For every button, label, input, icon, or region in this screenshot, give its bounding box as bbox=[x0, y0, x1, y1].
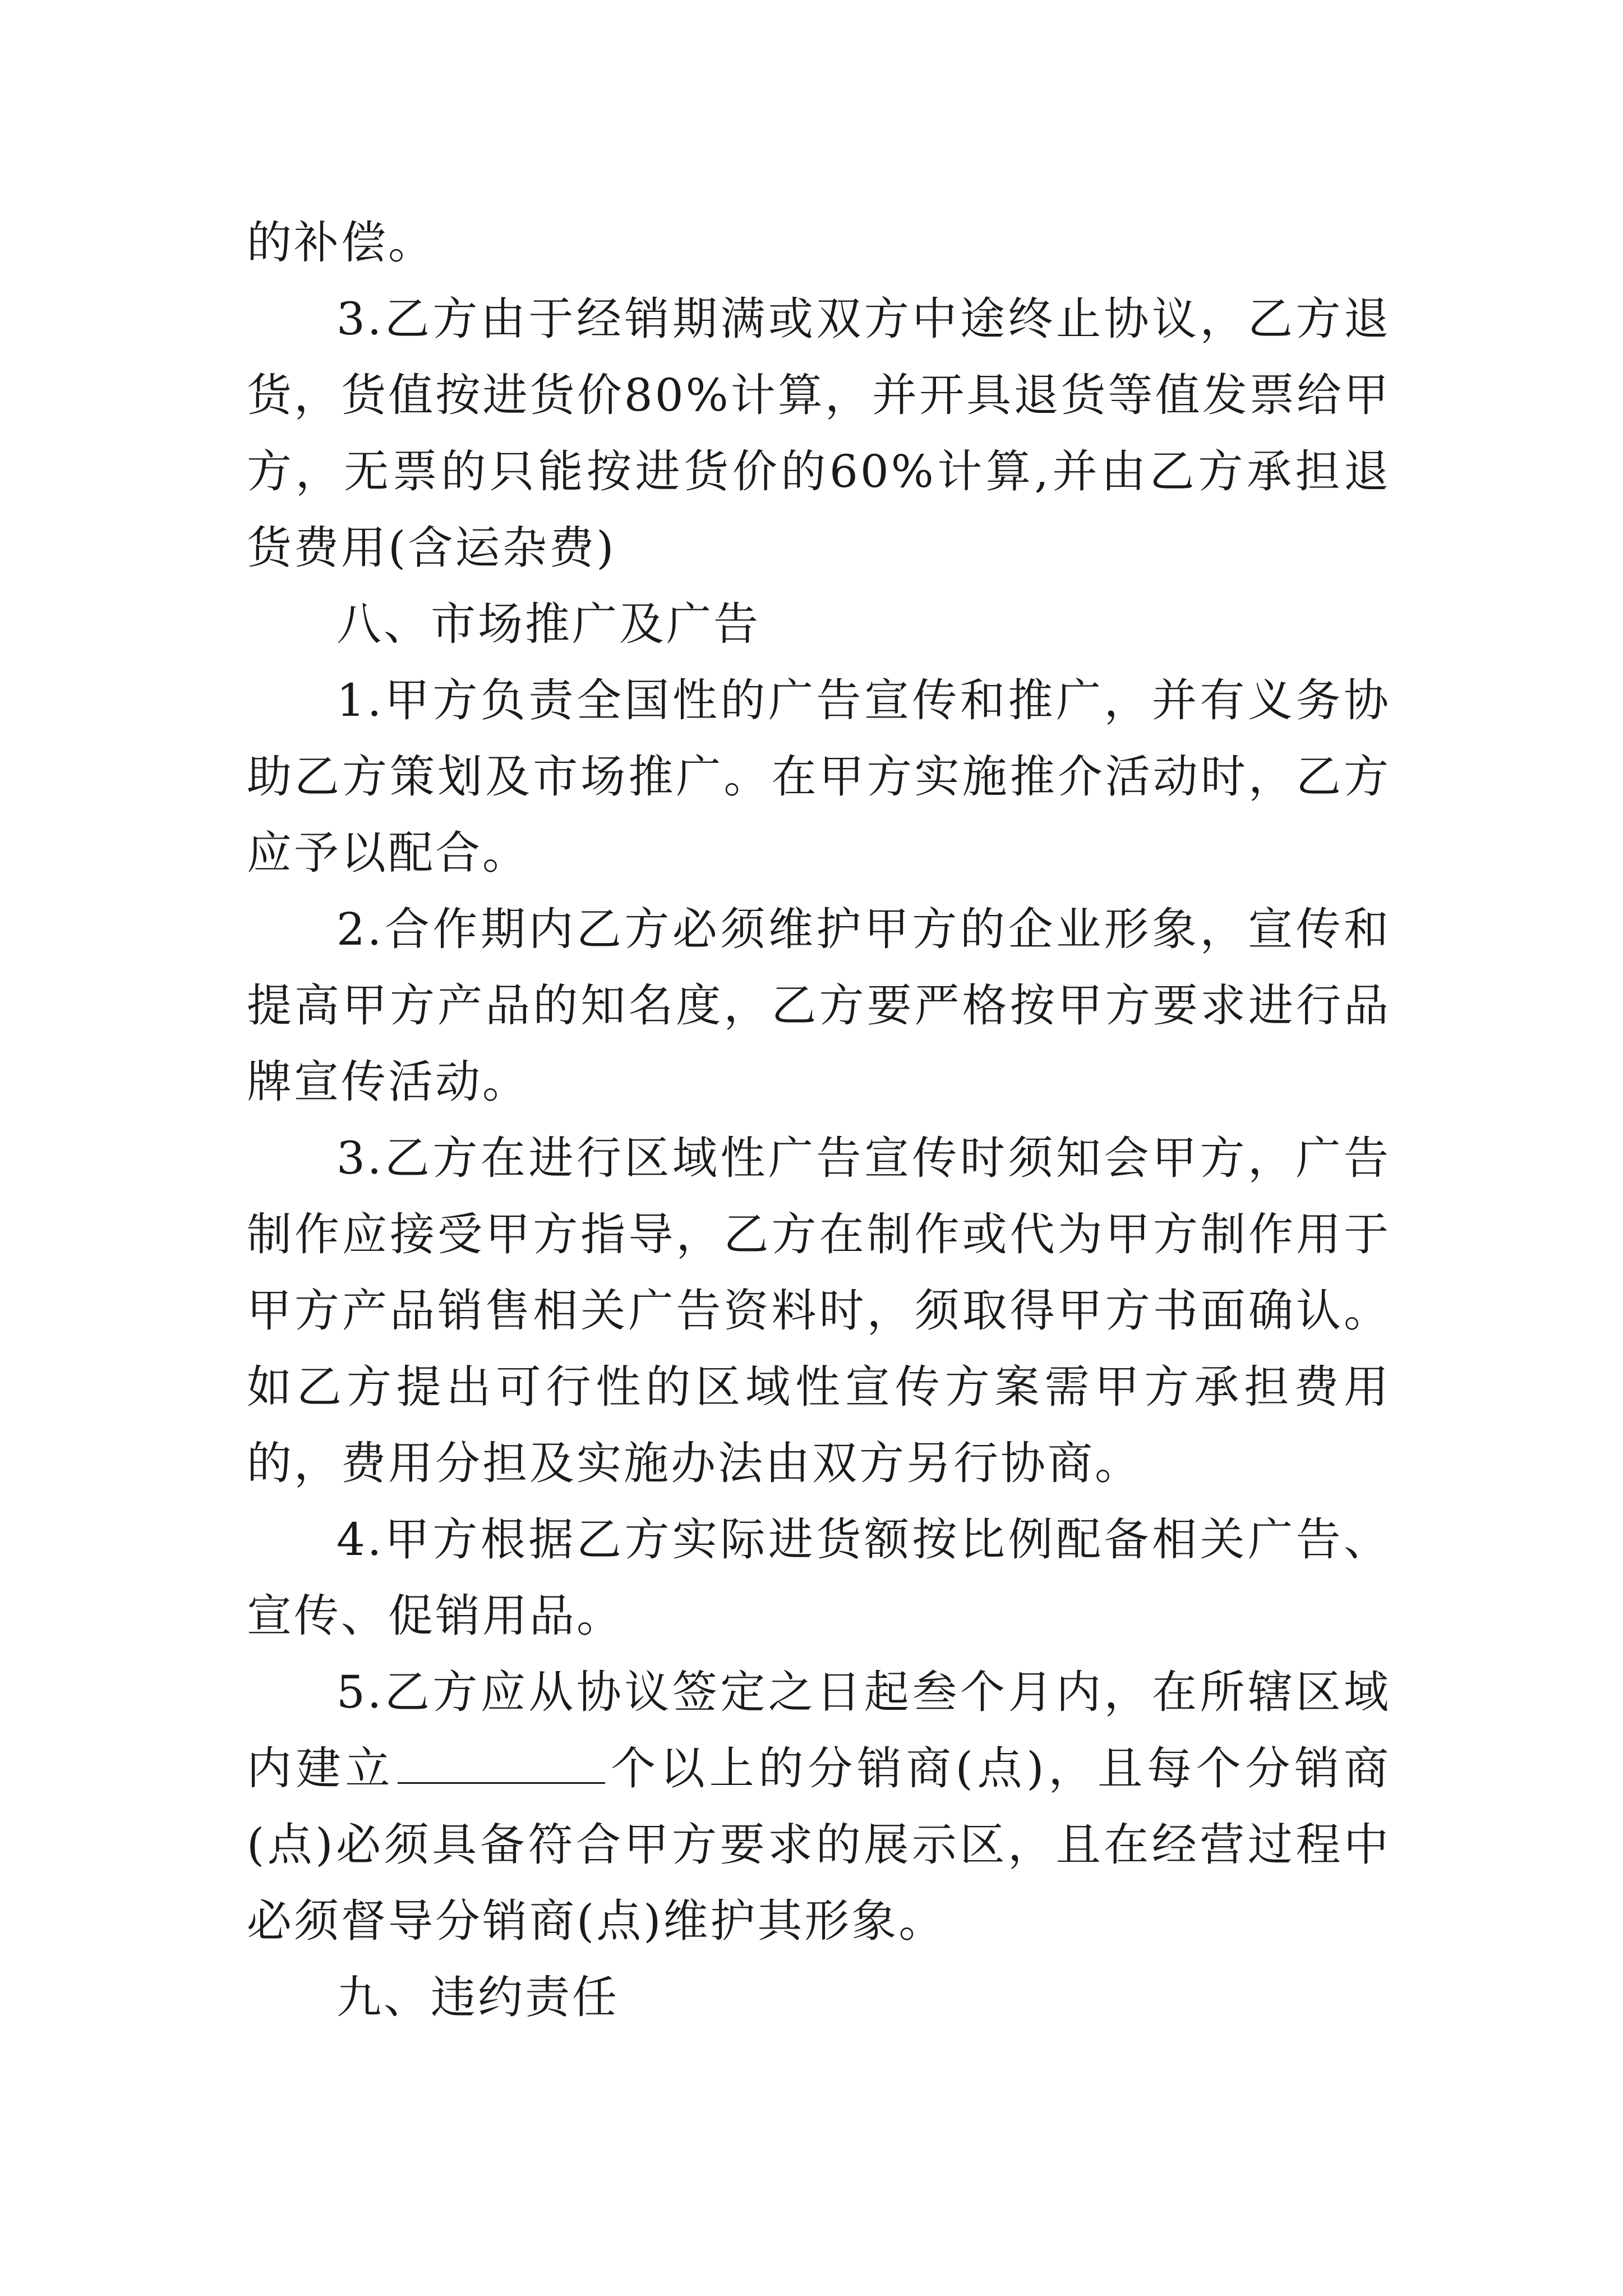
paragraph-distributor-network-part2: 个以上的分销商(点)，且每个分销商(点)必须具备符合甲方要求的展示区，且在经营过程中必须督导分销商(点)维护其形象。 bbox=[247, 1742, 1391, 1947]
fill-in-blank-field[interactable] bbox=[398, 1737, 605, 1784]
paragraph-regional-advertising: 3.乙方在进行区域性广告宣传时须知会甲方，广告制作应接受甲方指导，乙方在制作或代为甲方制作用于甲方产品销售相关广告资料时，须取得甲方书面确认。如乙方提出可行性的区域性宣传方案需甲方承担费用的，费用分担及实施办法由双方另行协商。 bbox=[247, 1132, 1391, 1489]
paragraph-corporate-image: 2.合作期内乙方必须维护甲方的企业形象，宣传和提高甲方产品的知名度，乙方要严格按甲方要求进行品牌宣传活动。 bbox=[247, 903, 1391, 1108]
document-body bbox=[247, 205, 1391, 2036]
paragraph-national-advertising: 1.甲方负责全国性的广告宣传和推广，并有义务协助乙方策划及市场推广。在甲方实施推介活动时，乙方应予以配合。 bbox=[247, 674, 1391, 879]
section-heading-liability: 九、违约责任 bbox=[336, 1971, 619, 2023]
paragraph-continuation: 的补偿。 bbox=[247, 217, 435, 269]
paragraph-return-terms: 3.乙方由于经销期满或双方中途终止协议，乙方退货，货值按进货价80%计算，并开具退货等值发票给甲方，无票的只能按进货价的60%计算,并由乙方承担退货费用(含运杂费) bbox=[247, 293, 1391, 574]
paragraph-distributor-network bbox=[247, 1654, 1391, 1959]
paragraph-promotional-supplies: 4.甲方根据乙方实际进货额按比例配备相关广告、宣传、促销用品。 bbox=[247, 1513, 1391, 1642]
section-heading-marketing: 八、市场推广及广告 bbox=[336, 598, 760, 650]
paragraph-distributor-network-part1: 5.乙方应从协议签定之日起叁个月内，在所辖区域内建立 bbox=[247, 1666, 1391, 1795]
